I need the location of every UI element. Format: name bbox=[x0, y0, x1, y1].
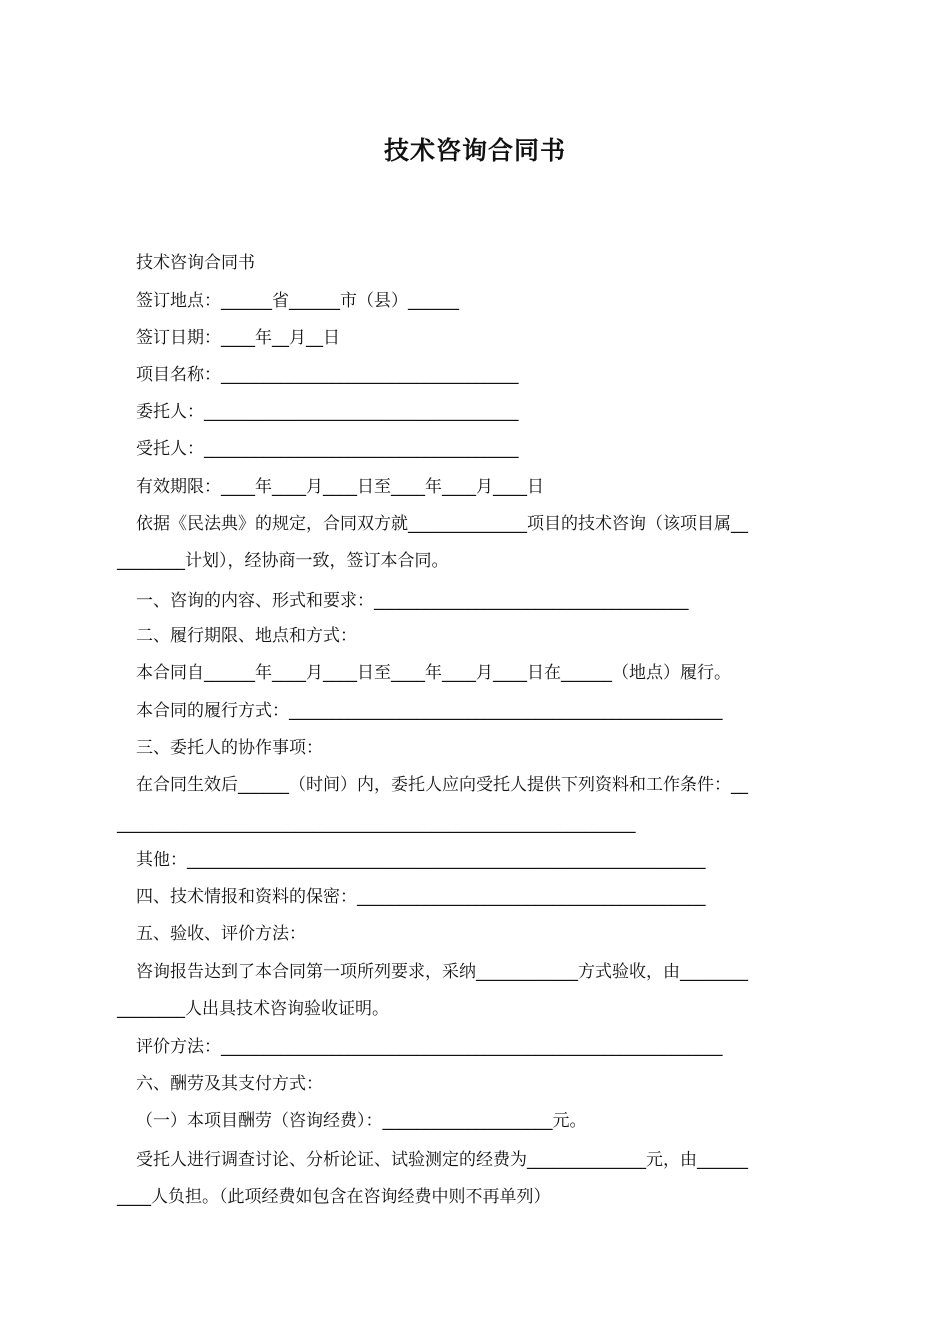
performance-period-line: 本合同自______年____月____日至____年____月____日在______（地点）履行。 bbox=[136, 663, 731, 683]
acceptance-paragraph-line-1: 咨询报告达到了本合同第一项所列要求，采纳____________方式验收，由________ bbox=[136, 962, 748, 982]
evaluation-method-line: 评价方法：___________________________________________________________ bbox=[136, 1037, 723, 1057]
signing-place-line: 签订地点：______省______市（县）______ bbox=[136, 291, 459, 311]
client-line: 委托人：_____________________________________ bbox=[136, 402, 519, 422]
consultant-line: 受托人：_____________________________________ bbox=[136, 439, 519, 459]
cooperation-paragraph-line-1: 在合同生效后______（时间）内，委托人应向受托人提供下列资料和工作条件：__ bbox=[136, 775, 748, 795]
performance-method-line: 本合同的履行方式：___________________________________________________ bbox=[136, 701, 723, 721]
section-2-heading: 二、履行期限、地点和方式： bbox=[136, 626, 357, 646]
remuneration-line: （一）本项目酬劳（咨询经费）：____________________元。 bbox=[136, 1111, 587, 1131]
validity-period-line: 有效期限：____年____月____日至____年____月____日 bbox=[136, 477, 544, 497]
section-3-heading: 三、委托人的协作事项： bbox=[136, 738, 323, 758]
signing-date-line: 签订日期：____年__月__日 bbox=[136, 328, 340, 348]
acceptance-paragraph-line-2: ________人出具技术咨询验收证明。 bbox=[117, 999, 389, 1019]
subtitle-line: 技术咨询合同书 bbox=[136, 253, 255, 273]
section-1-heading: 一、咨询的内容、形式和要求：_____________________________________ bbox=[136, 591, 689, 611]
expenses-paragraph-line-2: ____人负担。（此项经费如包含在咨询经费中则不再单列） bbox=[117, 1187, 551, 1207]
other-line: 其他：_____________________________________________________________ bbox=[136, 850, 706, 870]
expenses-paragraph-line-1: 受托人进行调查讨论、分析论证、试验测定的经费为______________元，由______ bbox=[136, 1150, 748, 1170]
project-name-line: 项目名称：___________________________________ bbox=[136, 365, 519, 385]
basis-paragraph-line-1: 依据《民法典》的规定，合同双方就______________项目的技术咨询（该项目属__ bbox=[136, 514, 748, 534]
basis-paragraph-line-2: ________计划），经协商一致，签订本合同。 bbox=[117, 551, 449, 571]
document-title: 技术咨询合同书 bbox=[383, 136, 566, 165]
cooperation-paragraph-line-2: _____________________________________________________________ bbox=[117, 814, 636, 834]
section-5-heading: 五、验收、评价方法： bbox=[136, 924, 306, 944]
section-4-heading: 四、技术情报和资料的保密：_________________________________________ bbox=[136, 887, 706, 907]
section-6-heading: 六、酬劳及其支付方式： bbox=[136, 1074, 323, 1094]
